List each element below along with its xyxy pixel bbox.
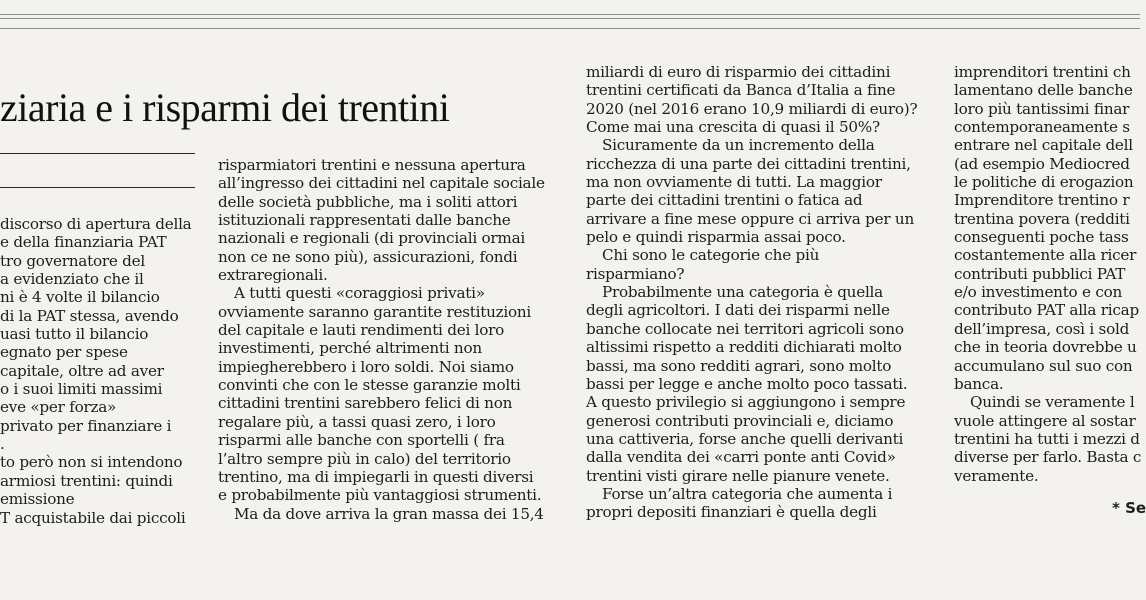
text-line: l’altro sempre più in calo) del territorio <box>218 449 511 468</box>
text-line: vuole attingere al sostar <box>954 411 1136 430</box>
text-line: discorso di apertura della <box>0 215 192 233</box>
text-line: a evidenziato che il <box>0 270 144 289</box>
text-line: parte dei cittadini trentini o fatica ad <box>586 191 863 210</box>
text-line: extraregionali. <box>218 266 328 285</box>
text-line: investimenti, perché altrimenti non <box>218 339 482 358</box>
text-line: e della finanziaria PAT <box>0 233 167 252</box>
text-line: e probabilmente più vantaggiosi strumenti. <box>218 486 542 505</box>
text-line: loro più tantissimi finar <box>954 99 1130 118</box>
text-line: diverse per farlo. Basta c <box>954 448 1142 467</box>
text-line: capitale, oltre ad aver <box>0 361 164 380</box>
text-line: contemporaneamente s <box>954 118 1130 137</box>
text-line: Ma da dove arriva la gran massa dei 15,4 <box>234 504 544 523</box>
text-line: uasi tutto il bilancio <box>0 325 149 344</box>
text-line: ricchezza di una parte dei cittadini trentini, <box>586 154 911 173</box>
text-line: imprenditori trentini ch <box>954 63 1131 81</box>
text-line: Come mai una crescita di quasi il 50%? <box>586 118 880 137</box>
text-line: di la PAT stessa, avendo <box>0 306 179 325</box>
text-line: costantemente alla ricer <box>954 246 1137 265</box>
text-line: ni è 4 volte il bilancio <box>0 288 160 307</box>
text-line: bassi per legge e anche molto poco tassati. <box>586 374 908 393</box>
text-line: delle società pubbliche, ma i soliti attori <box>218 192 518 211</box>
text-line: egnato per spese <box>0 343 128 362</box>
text-line: ma non ovviamente di tutti. La maggior <box>586 173 882 192</box>
text-line: trentini certificati da Banca d’Italia a fine <box>586 81 896 100</box>
text-line: o i suoi limiti massimi <box>0 380 163 399</box>
text-line: convinti che con le stesse garanzie molti <box>218 376 521 395</box>
text-line: conseguenti poche tass <box>954 228 1129 247</box>
text-line: Chi sono le categorie che più <box>602 246 820 265</box>
text-line: trentina povera (redditi <box>954 209 1130 228</box>
text-line: A tutti questi «coraggiosi privati» <box>234 284 485 303</box>
text-line: trentini visti girare nelle pianure venete. <box>586 466 890 485</box>
text-line: contributo PAT alla ricap <box>954 301 1139 320</box>
text-line: arrivare a fine mese oppure ci arriva per un <box>586 209 914 228</box>
text-line: impiegherebbero i loro soldi. Noi siamo <box>218 357 514 376</box>
text-line: ovviamente saranno garantite restituzioni <box>218 302 532 321</box>
text-line: propri depositi finanziari è quella degli <box>586 503 877 522</box>
text-line: le politiche di erogazion <box>954 173 1134 192</box>
article-column-3 <box>586 63 926 522</box>
text-line: trentini ha tutti i mezzi d <box>954 429 1140 448</box>
text-line: risparmi alle banche con sportelli ( fra <box>218 431 505 450</box>
article-column-4 <box>954 63 1140 485</box>
text-line: una cattiveria, forse anche quelli derivanti <box>586 429 904 448</box>
top-border-line-thin <box>0 28 1140 29</box>
article-column-2 <box>218 156 554 523</box>
author-signature: * Se <box>1112 499 1146 517</box>
text-line: regalare più, a tassi quasi zero, i loro <box>218 412 496 431</box>
text-line: risparmiatori trentini e nessuna apertura <box>218 156 526 174</box>
text-line: del capitale e lauti rendimenti dei loro <box>218 321 505 340</box>
text-line: istituzionali rappresentati dalle banche <box>218 211 511 230</box>
text-line: cittadini trentini sarebbero felici di non <box>218 394 513 413</box>
text-line: Forse un’altra categoria che aumenta i <box>602 484 893 503</box>
text-line: veramente. <box>954 466 1039 485</box>
text-line: contributi pubblici PAT <box>954 264 1126 283</box>
text-line: to però non si intendono <box>0 453 183 472</box>
text-line: lamentano delle banche <box>954 81 1133 100</box>
text-line: generosi contributi provinciali e, diciamo <box>586 411 894 430</box>
text-line: all’ingresso dei cittadini nel capitale sociale <box>218 174 545 193</box>
text-line: accumulano sul suo con <box>954 356 1133 375</box>
text-line: entrare nel capitale dell <box>954 136 1133 155</box>
text-line: miliardi di euro di risparmio dei cittadini <box>586 63 891 81</box>
headline-rule-lower <box>0 187 195 188</box>
text-line: tro governatore del <box>0 251 146 270</box>
text-line: Sicuramente da un incremento della <box>602 136 875 155</box>
top-border-line <box>0 14 1140 15</box>
text-line: Probabilmente una categoria è quella <box>602 283 883 302</box>
top-border-line-inner <box>0 18 1140 19</box>
text-line: pelo e quindi risparmia assai poco. <box>586 228 846 247</box>
text-line: e/o investimento e con <box>954 283 1123 302</box>
text-line: dalla vendita dei «carri ponte anti Covid» <box>586 448 896 467</box>
text-line: nazionali e regionali (di provinciali ormai <box>218 229 525 248</box>
text-line: A questo privilegio si aggiungono i sempre <box>586 393 906 412</box>
text-line: Imprenditore trentino r <box>954 191 1130 210</box>
text-line: degli agricoltori. I dati dei risparmi nelle <box>586 301 890 320</box>
text-line: (ad esempio Mediocred <box>954 154 1130 173</box>
text-line: risparmiano? <box>586 264 685 283</box>
article-headline: ziaria e i risparmi dei trentini <box>0 85 450 130</box>
text-line: . <box>0 435 5 454</box>
text-line: eve «per forza» <box>0 398 117 417</box>
text-line: privato per finanziare i <box>0 416 172 435</box>
text-line: T acquistabile dai piccoli <box>0 508 186 527</box>
text-line: bassi, ma sono redditi agrari, sono molto <box>586 356 892 375</box>
text-line: che in teoria dovrebbe u <box>954 338 1137 357</box>
text-line: banca. <box>954 374 1004 393</box>
article-column-1 <box>0 215 196 527</box>
headline-rule-upper <box>0 153 195 154</box>
text-line: altissimi rispetto a redditi dichiarati molto <box>586 338 902 357</box>
text-line: trentino, ma di impiegarli in questi diversi <box>218 467 534 486</box>
text-line: non ce ne sono più), assicurazioni, fondi <box>218 247 518 266</box>
text-line: 2020 (nel 2016 erano 10,9 miliardi di euro)? <box>586 99 918 118</box>
text-line: dell’impresa, così i sold <box>954 319 1130 338</box>
text-line: Quindi se veramente l <box>970 393 1135 412</box>
text-line: banche collocate nei territori agricoli sono <box>586 319 904 338</box>
text-line: armiosi trentini: quindi <box>0 471 173 490</box>
text-line: emissione <box>0 490 75 509</box>
